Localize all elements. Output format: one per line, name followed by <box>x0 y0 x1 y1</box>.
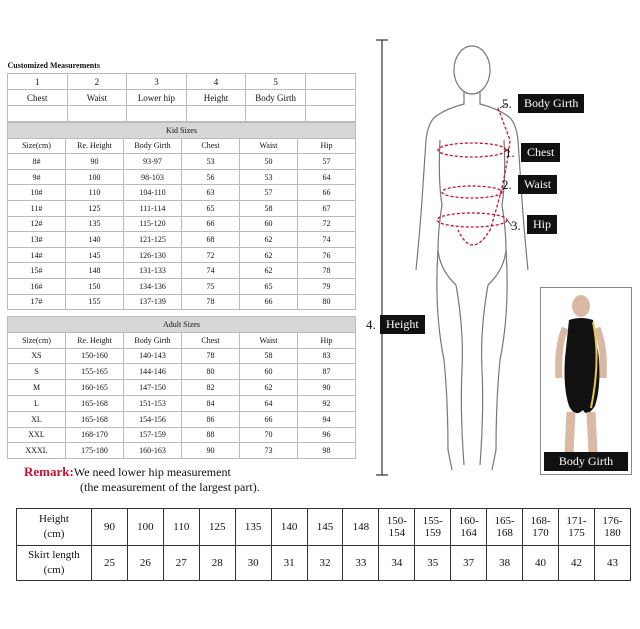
table-row <box>8 348 356 364</box>
label-num-height: 4. <box>366 317 376 332</box>
adult-cell: 144-146 <box>124 364 182 380</box>
leotard-illustration <box>541 288 631 474</box>
skirt-height-cell: 135 <box>235 509 271 546</box>
cm-name: Body Girth <box>246 90 306 106</box>
adult-cell: 78 <box>182 348 240 364</box>
kid-cell: 145 <box>66 247 124 263</box>
kid-header: Chest <box>182 138 240 154</box>
kid-cell: 12# <box>8 216 66 232</box>
label-num-waist: 2. <box>502 177 512 192</box>
kid-cell: 16# <box>8 278 66 294</box>
kid-cell: 78 <box>298 263 356 279</box>
skirt-length-cell: 43 <box>594 546 630 581</box>
height-label <box>17 509 92 546</box>
kid-cell: 17# <box>8 294 66 310</box>
skirt-length-cell: 37 <box>451 546 487 581</box>
table-row <box>8 364 356 380</box>
skirt-length-label <box>17 546 92 581</box>
adult-cell: 98 <box>298 443 356 459</box>
skirt-length-cell: 30 <box>235 546 271 581</box>
skirt-height-cell: 90 <box>92 509 128 546</box>
table-row <box>8 216 356 232</box>
adult-cell: XXXL <box>8 443 66 459</box>
adult-cell: 84 <box>182 395 240 411</box>
kid-sizes-table <box>7 122 356 310</box>
table-row <box>8 263 356 279</box>
adult-cell: 58 <box>240 348 298 364</box>
cm-name: Waist <box>67 90 127 106</box>
kid-cell: 74 <box>182 263 240 279</box>
adult-sizes-table <box>7 316 356 459</box>
kid-cell: 150 <box>66 278 124 294</box>
adult-header: Hip <box>298 332 356 348</box>
kid-cell: 75 <box>182 278 240 294</box>
skirt-length-table <box>16 508 631 581</box>
kid-cell: 79 <box>298 278 356 294</box>
kid-cell: 126-130 <box>124 247 182 263</box>
kid-cell: 115-120 <box>124 216 182 232</box>
skirt-height-cell: 148 <box>343 509 379 546</box>
table-row <box>8 200 356 216</box>
adult-cell: 168-170 <box>66 427 124 443</box>
adult-cell: 82 <box>182 380 240 396</box>
kid-cell: 62 <box>240 263 298 279</box>
adult-cell: XXL <box>8 427 66 443</box>
adult-cell: XS <box>8 348 66 364</box>
adult-cell: 175-180 <box>66 443 124 459</box>
kid-cell: 121-125 <box>124 232 182 248</box>
kid-cell: 62 <box>240 232 298 248</box>
length-label-2: (cm) <box>43 564 65 576</box>
skirt-height-cell: 171-175 <box>558 509 594 546</box>
skirt-length-cell: 25 <box>92 546 128 581</box>
skirt-height-cell: 150-154 <box>379 509 415 546</box>
cm-num: 2 <box>67 74 127 90</box>
kid-cell: 65 <box>240 278 298 294</box>
kid-cell: 76 <box>298 247 356 263</box>
body-measurement-figure <box>360 30 540 480</box>
label-num-body-girth: 5. <box>502 96 512 111</box>
label-waist: Waist <box>518 175 557 194</box>
kid-cell: 60 <box>240 216 298 232</box>
waist-loop <box>442 186 502 198</box>
adult-cell: 62 <box>240 380 298 396</box>
skirt-height-cell: 140 <box>271 509 307 546</box>
adult-cell: 154-156 <box>124 411 182 427</box>
skirt-length-cell: 26 <box>127 546 163 581</box>
adult-cell: L <box>8 395 66 411</box>
adult-cell: 90 <box>298 380 356 396</box>
cm-num: 5 <box>246 74 306 90</box>
adult-cell: 160-163 <box>124 443 182 459</box>
kid-cell: 78 <box>182 294 240 310</box>
kid-cell: 111-114 <box>124 200 182 216</box>
adult-cell: XL <box>8 411 66 427</box>
kid-cell: 66 <box>182 216 240 232</box>
adult-cell: 96 <box>298 427 356 443</box>
kid-cell: 57 <box>298 154 356 170</box>
skirt-height-cell: 145 <box>307 509 343 546</box>
kid-cell: 53 <box>240 169 298 185</box>
table-row <box>8 380 356 396</box>
kid-header: Hip <box>298 138 356 154</box>
cm-name: Height <box>186 90 246 106</box>
remark-line-1: We need lower hip measurement <box>73 465 231 479</box>
skirt-length-cell: 31 <box>271 546 307 581</box>
table-row <box>8 185 356 201</box>
skirt-length-cell: 35 <box>415 546 451 581</box>
kid-cell: 63 <box>182 185 240 201</box>
kid-cell: 80 <box>298 294 356 310</box>
kid-title: Kid Sizes <box>8 123 356 139</box>
adult-cell: 165-168 <box>66 411 124 427</box>
skirt-length-cell: 40 <box>523 546 559 581</box>
kid-cell: 100 <box>66 169 124 185</box>
adult-cell: 88 <box>182 427 240 443</box>
chest-loop <box>438 143 506 157</box>
remark-label: Remark: <box>24 464 74 479</box>
kid-cell: 104-110 <box>124 185 182 201</box>
kid-cell: 50 <box>240 154 298 170</box>
skirt-length-cell: 34 <box>379 546 415 581</box>
kid-header: Size(cm) <box>8 138 66 154</box>
table-row <box>8 427 356 443</box>
skirt-length-cell: 27 <box>163 546 199 581</box>
adult-cell: 90 <box>182 443 240 459</box>
kid-cell: 57 <box>240 185 298 201</box>
skirt-length-cell: 32 <box>307 546 343 581</box>
kid-cell: 53 <box>182 154 240 170</box>
adult-cell: 73 <box>240 443 298 459</box>
height-label-1: Height <box>39 513 69 525</box>
kid-cell: 148 <box>66 263 124 279</box>
kid-cell: 140 <box>66 232 124 248</box>
skirt-length-cell: 33 <box>343 546 379 581</box>
kid-cell: 56 <box>182 169 240 185</box>
kid-cell: 93-97 <box>124 154 182 170</box>
skirt-height-cell: 176-180 <box>594 509 630 546</box>
kid-cell: 58 <box>240 200 298 216</box>
cm-num: 1 <box>8 74 68 90</box>
label-chest: Chest <box>521 143 560 162</box>
adult-cell: 151-153 <box>124 395 182 411</box>
kid-cell: 131-133 <box>124 263 182 279</box>
table-row <box>8 154 356 170</box>
adult-cell: 155-165 <box>66 364 124 380</box>
table-row <box>8 443 356 459</box>
photo-body-girth-label: Body Girth <box>544 452 628 471</box>
adult-cell: 140-143 <box>124 348 182 364</box>
adult-cell: 160-165 <box>66 380 124 396</box>
adult-cell: 94 <box>298 411 356 427</box>
adult-cell: 92 <box>298 395 356 411</box>
skirt-height-cell: 160-164 <box>451 509 487 546</box>
table-row <box>8 278 356 294</box>
label-height: Height <box>380 315 425 334</box>
kid-cell: 137-139 <box>124 294 182 310</box>
adult-header: Size(cm) <box>8 332 66 348</box>
label-body-girth: Body Girth <box>518 94 584 113</box>
customized-measurements-table <box>7 58 356 122</box>
kid-cell: 8# <box>8 154 66 170</box>
adult-cell: 147-150 <box>124 380 182 396</box>
label-hip: Hip <box>527 215 557 234</box>
cm-num: 3 <box>127 74 187 90</box>
adult-cell: 86 <box>182 411 240 427</box>
table-row <box>8 395 356 411</box>
kid-cell: 65 <box>182 200 240 216</box>
remark <box>24 464 260 495</box>
body-girth-photo <box>540 287 632 475</box>
kid-cell: 9# <box>8 169 66 185</box>
kid-cell: 13# <box>8 232 66 248</box>
cm-name: Chest <box>8 90 68 106</box>
adult-header: Body Girth <box>124 332 182 348</box>
table-row <box>8 247 356 263</box>
kid-header: Waist <box>240 138 298 154</box>
height-label-2: (cm) <box>43 528 65 540</box>
kid-cell: 11# <box>8 200 66 216</box>
kid-cell: 125 <box>66 200 124 216</box>
table-row <box>8 232 356 248</box>
kid-cell: 98-103 <box>124 169 182 185</box>
adult-cell: 157-159 <box>124 427 182 443</box>
kid-cell: 10# <box>8 185 66 201</box>
adult-title: Adult Sizes <box>8 317 356 333</box>
adult-header: Re. Height <box>66 332 124 348</box>
kid-cell: 90 <box>66 154 124 170</box>
adult-header: Waist <box>240 332 298 348</box>
kid-cell: 135 <box>66 216 124 232</box>
adult-cell: 165-168 <box>66 395 124 411</box>
skirt-height-cell: 168-170 <box>523 509 559 546</box>
kid-cell: 67 <box>298 200 356 216</box>
skirt-height-cell: 125 <box>199 509 235 546</box>
kid-cell: 62 <box>240 247 298 263</box>
adult-cell: 60 <box>240 364 298 380</box>
kid-cell: 72 <box>298 216 356 232</box>
hip-loop <box>437 213 507 227</box>
adult-cell: 87 <box>298 364 356 380</box>
skirt-height-cell: 165-168 <box>487 509 523 546</box>
adult-cell: 70 <box>240 427 298 443</box>
adult-cell: S <box>8 364 66 380</box>
adult-cell: 80 <box>182 364 240 380</box>
kid-cell: 14# <box>8 247 66 263</box>
table-row <box>8 294 356 310</box>
kid-cell: 66 <box>240 294 298 310</box>
kid-header: Re. Height <box>66 138 124 154</box>
kid-cell: 155 <box>66 294 124 310</box>
customized-title: Customized Measurements <box>8 58 356 74</box>
kid-cell: 66 <box>298 185 356 201</box>
skirt-height-cell: 110 <box>163 509 199 546</box>
kid-cell: 68 <box>182 232 240 248</box>
skirt-height-cell: 155-159 <box>415 509 451 546</box>
table-row <box>8 411 356 427</box>
kid-cell: 134-136 <box>124 278 182 294</box>
skirt-length-cell: 42 <box>558 546 594 581</box>
cm-num: 4 <box>186 74 246 90</box>
length-label-1: Skirt length <box>28 549 80 561</box>
kid-cell: 110 <box>66 185 124 201</box>
kid-cell: 64 <box>298 169 356 185</box>
kid-cell: 72 <box>182 247 240 263</box>
skirt-height-cell: 100 <box>127 509 163 546</box>
cm-name: Lower hip <box>127 90 187 106</box>
table-row <box>8 169 356 185</box>
adult-cell: 64 <box>240 395 298 411</box>
label-num-hip: 3. <box>511 218 521 233</box>
measurement-loops <box>437 108 510 245</box>
adult-cell: 83 <box>298 348 356 364</box>
kid-cell: 74 <box>298 232 356 248</box>
kid-header: Body Girth <box>124 138 182 154</box>
skirt-length-cell: 28 <box>199 546 235 581</box>
adult-cell: 66 <box>240 411 298 427</box>
adult-cell: 150-160 <box>66 348 124 364</box>
label-num-chest: 1. <box>505 145 515 160</box>
adult-cell: M <box>8 380 66 396</box>
adult-header: Chest <box>182 332 240 348</box>
kid-cell: 15# <box>8 263 66 279</box>
remark-line-2: (the measurement of the largest part). <box>80 480 260 494</box>
skirt-length-cell: 38 <box>487 546 523 581</box>
